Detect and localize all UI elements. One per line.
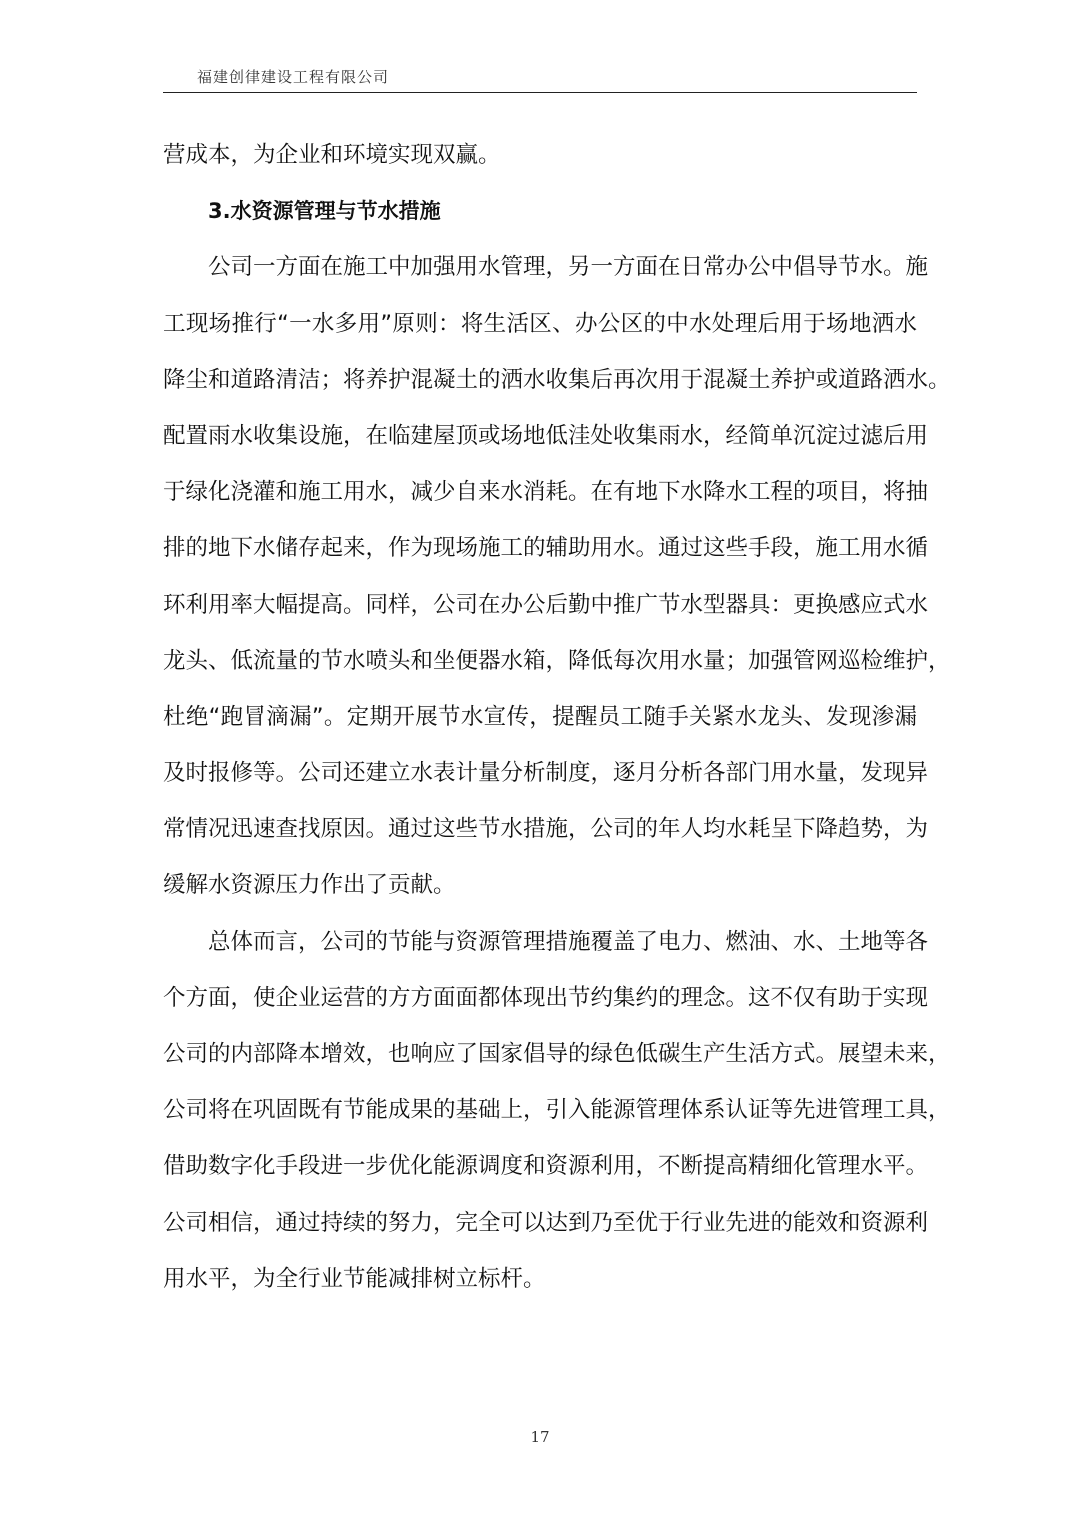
body-line: 公司相信，通过持续的努力，完全可以达到乃至优于行业先进的能效和资源利	[163, 1209, 929, 1236]
body-line: 环利用率大幅提高。同样，公司在办公后勤中推广节水型器具：更换感应式水	[163, 591, 929, 618]
header-company-name: 福建创律建设工程有限公司	[197, 68, 390, 86]
body-line: 排的地下水储存起来，作为现场施工的辅助用水。通过这些手段，施工用水循	[163, 535, 929, 562]
page-number: 17	[530, 1428, 550, 1446]
body-line: 及时报修等。公司还建立水表计量分析制度，逐月分析各部门用水量，发现异	[163, 760, 929, 787]
body-line: 缓解水资源压力作出了贡献。	[163, 872, 456, 899]
body-line: 于绿化浇灌和施工用水，减少自来水消耗。在有地下水降水工程的项目，将抽	[163, 479, 929, 506]
section-heading: 3.水资源管理与节水措施	[208, 199, 441, 224]
body-line: 公司将在巩固既有节能成果的基础上，引入能源管理体系认证等先进管理工具，	[163, 1097, 951, 1124]
body-line: 常情况迅速查找原因。通过这些节水措施，公司的年人均水耗呈下降趋势，为	[163, 816, 929, 843]
body-line: 借助数字化手段进一步优化能源调度和资源利用，不断提高精细化管理水平。	[163, 1153, 929, 1180]
body-line: 工现场推行“一水多用”原则：将生活区、办公区的中水处理后用于场地洒水	[163, 310, 917, 337]
body-line: 公司一方面在施工中加强用水管理，另一方面在日常办公中倡导节水。施	[208, 254, 929, 281]
body-line: 个方面，使企业运营的方方面面都体现出节约集约的理念。这不仅有助于实现	[163, 984, 929, 1011]
page-header	[163, 62, 917, 93]
body-line: 用水平，为全行业节能减排树立标杆。	[163, 1265, 546, 1292]
body-line: 龙头、低流量的节水喷头和坐便器水箱，降低每次用水量；加强管网巡检维护，	[163, 647, 951, 674]
body-line: 营成本，为企业和环境实现双赢。	[163, 142, 501, 168]
body-line: 配置雨水收集设施，在临建屋顶或场地低洼处收集雨水，经简单沉淀过滤后用	[163, 422, 929, 449]
body-line: 降尘和道路清洁；将养护混凝土的洒水收集后再次用于混凝土养护或道路洒水。	[163, 366, 951, 393]
document-body	[163, 127, 951, 1307]
paragraph-summary	[163, 914, 951, 1307]
paragraph-water-management	[163, 239, 951, 913]
body-line: 杜绝“跑冒滴漏”。定期开展节水宣传，提醒员工随手关紧水龙头、发现渗漏	[163, 703, 917, 730]
body-line: 总体而言，公司的节能与资源管理措施覆盖了电力、燃油、水、土地等各	[208, 928, 929, 955]
body-line: 公司的内部降本增效，也响应了国家倡导的绿色低碳生产生活方式。展望未来，	[163, 1041, 951, 1067]
